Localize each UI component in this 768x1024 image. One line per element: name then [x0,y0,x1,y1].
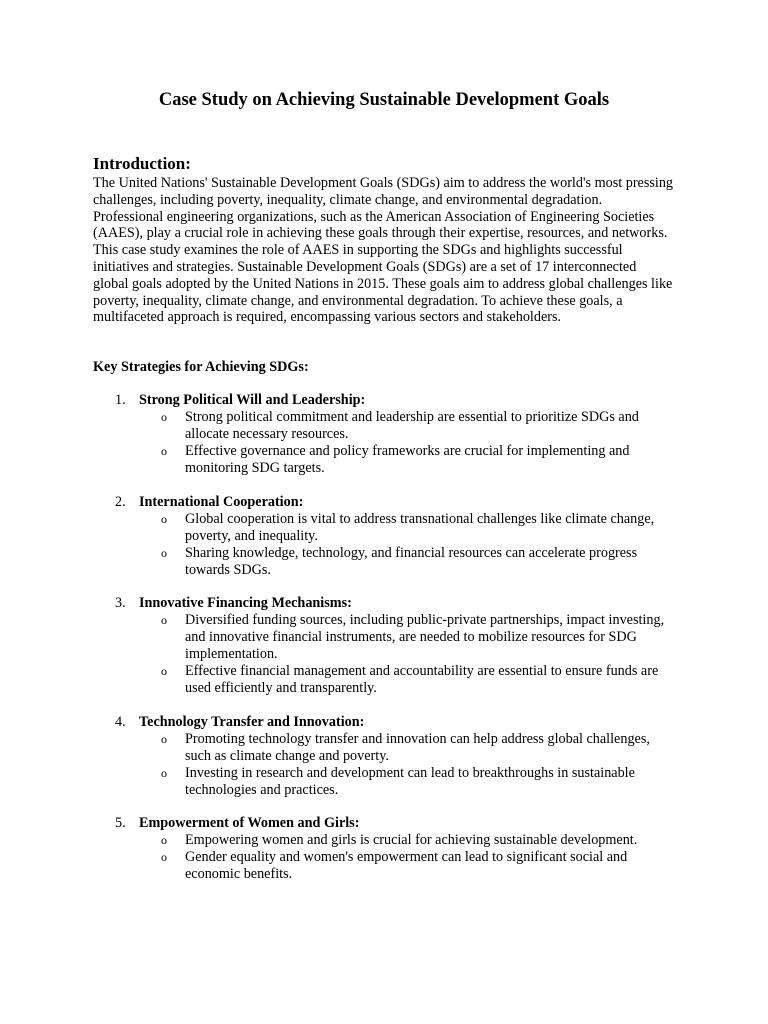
circle-bullet-icon: o [161,731,167,746]
strategy-title: Strong Political Will and Leadership: [139,392,366,408]
key-strategies-heading: Key Strategies for Achieving SDGs: [93,359,309,375]
bullet-item [93,545,678,579]
circle-bullet-icon: o [161,850,167,865]
bullet-text: Promoting technology transfer and innovation can help address global challenges, such as climate change and poverty. [185,730,650,764]
bullet-item [93,511,678,545]
bullet-text: Effective financial management and accountability are essential to ensure funds are used efficiently and transparently. [185,663,659,697]
introduction-heading: Introduction: [93,154,191,173]
circle-bullet-icon: o [161,664,167,679]
bullet-item [93,663,678,697]
circle-bullet-icon: o [161,511,167,526]
strategy-bullets [93,409,678,477]
bullet-text: Global cooperation is vital to address transnational challenges like climate change, poverty, and inequality. [185,510,655,544]
strategy-bullets [93,612,678,697]
strategy-item [93,815,678,883]
document-title: Case Study on Achieving Sustainable Development Goals [158,90,610,110]
strategy-heading [93,494,678,511]
strategy-item [93,595,678,697]
strategy-item [93,714,678,799]
bullet-text: Effective governance and policy frameworks are crucial for implementing and monitoring SDG targets. [185,443,630,476]
strategy-bullets [93,731,678,799]
strategy-number: 5. [115,815,126,832]
circle-bullet-icon: o [161,613,167,628]
strategy-heading [93,815,678,832]
strategy-bullets [93,511,678,579]
strategy-number: 4. [115,713,126,730]
strategy-title: Innovative Financing Mechanisms: [139,595,352,612]
strategy-item [93,494,678,579]
bullet-item [93,731,678,765]
bullet-item [93,832,678,849]
circle-bullet-icon: o [161,545,167,560]
circle-bullet-icon: o [161,444,167,458]
strategy-bullets [93,832,678,883]
strategy-number: 1. [115,392,126,408]
strategy-heading [93,595,678,612]
bullet-item [93,612,678,663]
circle-bullet-icon: o [161,410,167,424]
introduction-paragraph: The United Nations' Sustainable Development Goals (SDGs) aim to address the world's most pressing challenges, including poverty, inequality, climate change, and environmental degradation. Professional engineering organizations, such as the American Association of Engineering Societies (AAES), play a crucial role in achieving these goals through their expertise, resources, and networks. This case study examines the role of AAES in supporting the SDGs and highlights successful initiatives and strategies. Sustainable Development Goals (SDGs) are a set of 17 interconnected global goals adopted by the United Nations in 2015. These goals aim to address global challenges like poverty, inequality, climate change, and environmental degradation. To achieve these goals, a multifaceted approach is required, encompassing various sectors and stakeholders. [93,175,674,326]
bullet-item [93,765,678,799]
bullet-text: Gender equality and women's empowerment can lead to significant social and economic benefits. [185,849,628,883]
strategy-heading [93,714,678,731]
bullet-item [93,443,678,477]
strategy-number: 3. [115,595,126,612]
strategy-title: International Cooperation: [139,493,304,510]
bullet-item [93,409,678,443]
strategy-item [93,392,678,477]
strategy-title: Technology Transfer and Innovation: [139,713,365,730]
bullet-text: Sharing knowledge, technology, and financial resources can accelerate progress towards SDGs. [185,544,638,578]
strategy-title: Empowerment of Women and Girls: [139,815,360,832]
bullet-text: Investing in research and development can lead to breakthroughs in sustainable technologies and practices. [185,764,635,798]
circle-bullet-icon: o [161,765,167,780]
circle-bullet-icon: o [161,833,167,848]
strategy-heading [93,392,678,409]
bullet-text: Strong political commitment and leadership are essential to prioritize SDGs and allocate necessary resources. [185,409,639,442]
bullet-text: Diversified funding sources, including public-private partnerships, impact investing, and innovative financial instruments, are needed to mobilize resources for SDG implementation. [185,612,665,663]
strategy-number: 2. [115,493,126,510]
bullet-item [93,849,678,883]
strategy-list [93,392,678,900]
bullet-text: Empowering women and girls is crucial for achieving sustainable development. [185,832,638,849]
